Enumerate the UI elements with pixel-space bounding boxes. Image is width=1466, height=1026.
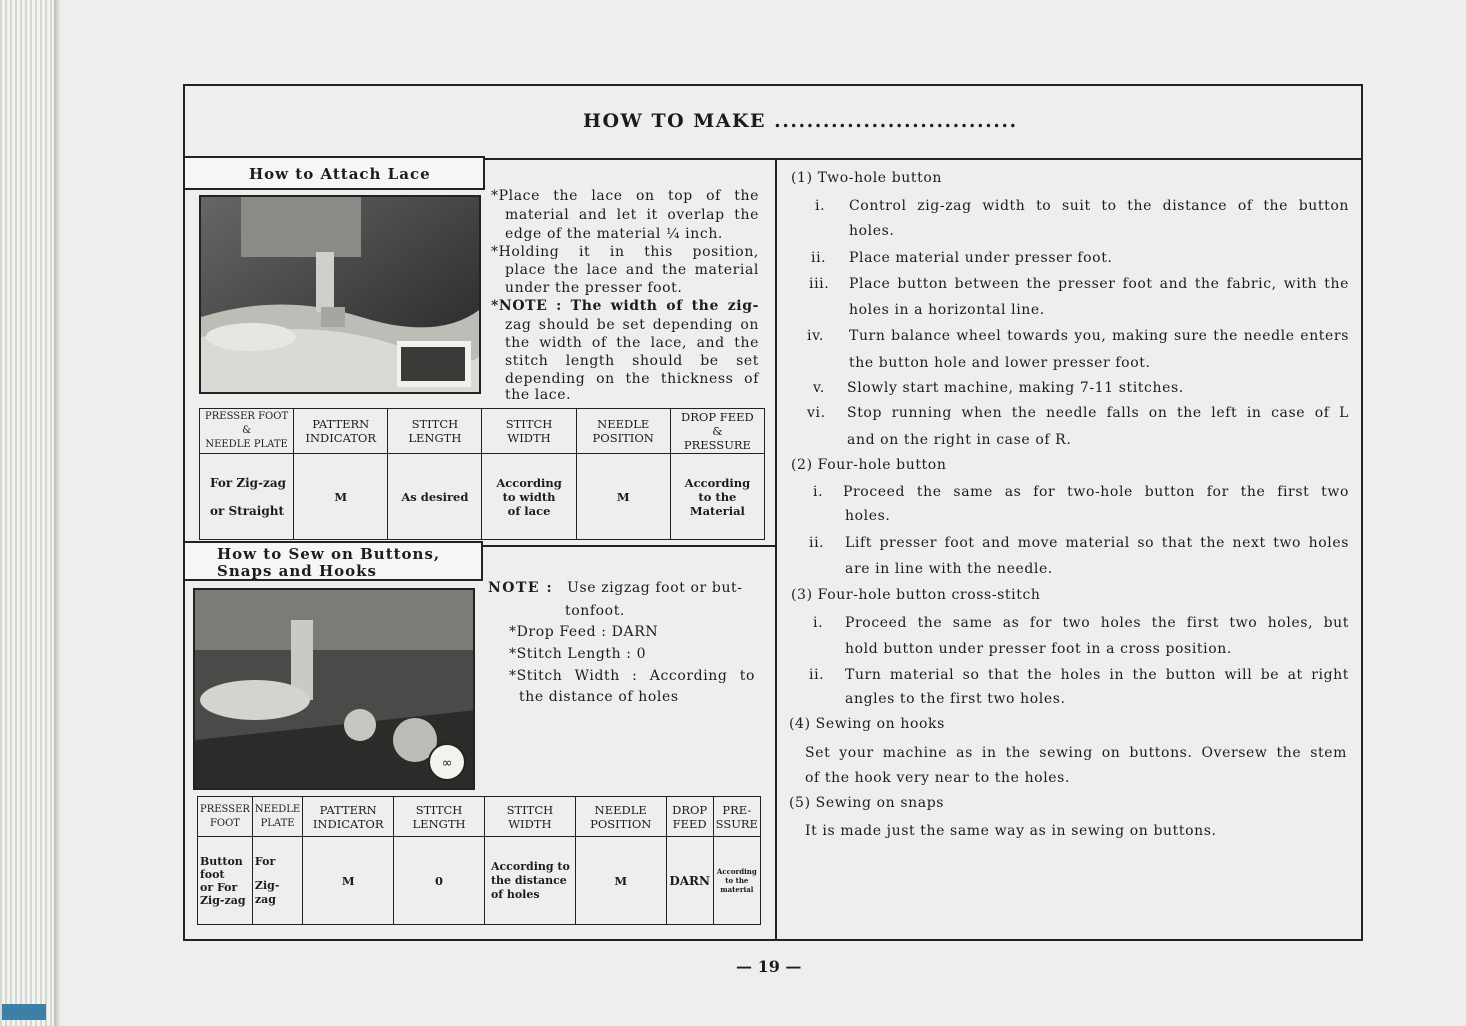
table-cell: 0 bbox=[394, 837, 485, 925]
column-divider bbox=[775, 158, 777, 939]
table-header: DROP FEED bbox=[666, 797, 713, 837]
page-title: HOW TO MAKE .............................. bbox=[583, 110, 1018, 132]
buttons-settings-table bbox=[197, 796, 761, 925]
table-cell: For Zig-zag or Straight bbox=[200, 454, 294, 540]
table-cell: M bbox=[576, 454, 670, 540]
lace-line: *NOTE : The width of the zig- bbox=[491, 298, 759, 314]
lace-line: under the presser foot. bbox=[505, 280, 683, 296]
step-text: Lift presser foot and move material so that the next two holes bbox=[845, 535, 1349, 551]
step-marker: ii. bbox=[811, 250, 827, 266]
step-text: Turn material so that the holes in the button will be at right bbox=[845, 667, 1349, 683]
step-marker: ii. bbox=[809, 667, 825, 683]
step-text: Proceed the same as for two holes the first two holes, but bbox=[845, 615, 1349, 631]
table-header: NEEDLE PLATE bbox=[252, 797, 302, 837]
step-text: Set your machine as in the sewing on buttons. Oversew the stem bbox=[805, 745, 1347, 761]
step-text: and on the right in case of R. bbox=[847, 432, 1072, 448]
table-header: PRESSER FOOT & NEEDLE PLATE bbox=[200, 409, 294, 454]
step-marker: i. bbox=[813, 615, 824, 631]
section-heading: (4) Sewing on hooks bbox=[789, 716, 945, 732]
svg-text:∞: ∞ bbox=[441, 756, 453, 771]
table-cell: DARN bbox=[666, 837, 713, 925]
table-header: PRE- SSURE bbox=[713, 797, 760, 837]
step-text: are in line with the needle. bbox=[845, 561, 1053, 577]
step-text: holes. bbox=[849, 223, 895, 239]
note-line: tonfoot. bbox=[565, 603, 625, 619]
lace-line: depending on the thickness of bbox=[505, 371, 759, 387]
buttons-item: *Stitch Length : 0 bbox=[509, 646, 647, 662]
step-text: Stop running when the needle falls on the left in case of L bbox=[847, 405, 1349, 421]
book-spine bbox=[0, 0, 54, 1026]
lace-line: the width of the lace, and the bbox=[505, 335, 759, 351]
table-cell: M bbox=[294, 454, 388, 540]
table-cell: M bbox=[303, 837, 394, 925]
lace-line: the lace. bbox=[505, 387, 572, 403]
lace-photo bbox=[199, 195, 481, 394]
buttons-item: *Stitch Width : According to bbox=[509, 668, 755, 684]
section-heading: (1) Two-hole button bbox=[791, 170, 942, 186]
buttons-heading: How to Sew on Buttons, bbox=[217, 545, 441, 563]
table-cell: As desired bbox=[388, 454, 482, 540]
page-edge bbox=[54, 0, 60, 1026]
step-marker: i. bbox=[813, 484, 824, 500]
lace-line: place the lace and the material bbox=[505, 262, 759, 278]
step-marker: ii. bbox=[809, 535, 825, 551]
title-bar bbox=[185, 86, 1361, 160]
table-cell: According to width of lace bbox=[482, 454, 576, 540]
step-text: Turn balance wheel towards you, making sure the needle enters bbox=[849, 328, 1349, 344]
lace-line: stitch length should be set bbox=[505, 353, 759, 369]
content-frame bbox=[183, 84, 1363, 941]
section-heading: (5) Sewing on snaps bbox=[789, 795, 945, 811]
lace-line: material and let it overlap the bbox=[505, 207, 759, 223]
step-marker: vi. bbox=[807, 405, 826, 421]
note-line: NOTE : Use zigzag foot or but- bbox=[488, 580, 743, 596]
step-text: the button hole and lower presser foot. bbox=[849, 355, 1151, 371]
section-heading: (2) Four-hole button bbox=[791, 457, 947, 473]
lace-settings-table bbox=[199, 408, 765, 540]
table-cell: According to the material bbox=[713, 837, 760, 925]
buttons-item: the distance of holes bbox=[519, 689, 679, 705]
step-text: It is made just the same way as in sewing on buttons. bbox=[805, 823, 1217, 839]
step-text: Place button between the presser foot and the fabric, with the bbox=[849, 276, 1349, 292]
step-text: Slowly start machine, making 7-11 stitches. bbox=[847, 380, 1184, 396]
lace-line: zag should be set depending on bbox=[505, 317, 759, 333]
table-cell: According to the distance of holes bbox=[484, 837, 575, 925]
step-text: Proceed the same as for two-hole button for the first two bbox=[843, 484, 1349, 500]
table-header: DROP FEED & PRESSURE bbox=[670, 409, 764, 454]
buttons-heading: Snaps and Hooks bbox=[217, 562, 377, 580]
table-header: PATTERN INDICATOR bbox=[294, 409, 388, 454]
table-header: STITCH WIDTH bbox=[484, 797, 575, 837]
table-cell: According to the Material bbox=[670, 454, 764, 540]
step-marker: v. bbox=[813, 380, 825, 396]
step-text: holes. bbox=[845, 508, 891, 524]
table-header: NEEDLE POSITION bbox=[576, 409, 670, 454]
buttons-item: *Drop Feed : DARN bbox=[509, 624, 659, 640]
step-text: Place material under presser foot. bbox=[849, 250, 1113, 266]
table-header: PRESSER FOOT bbox=[198, 797, 253, 837]
table-header: STITCH LENGTH bbox=[394, 797, 485, 837]
table-header: NEEDLE POSITION bbox=[575, 797, 666, 837]
lace-heading-box bbox=[183, 156, 485, 190]
table-header: STITCH LENGTH bbox=[388, 409, 482, 454]
bookmark-ribbon bbox=[2, 1004, 46, 1020]
step-marker: iii. bbox=[809, 276, 830, 292]
step-text: Control zig-zag width to suit to the distance of the button bbox=[849, 198, 1349, 214]
table-header: PATTERN INDICATOR bbox=[303, 797, 394, 837]
lace-heading: How to Attach Lace bbox=[249, 165, 431, 183]
table-header: STITCH WIDTH bbox=[482, 409, 576, 454]
lace-line: *Place the lace on top of the bbox=[491, 188, 759, 204]
page-number: — 19 — bbox=[736, 957, 802, 976]
table-cell: Button foot or For Zig-zag bbox=[198, 837, 253, 925]
table-cell: M bbox=[575, 837, 666, 925]
lace-line: *Holding it in this position, bbox=[491, 244, 759, 260]
buttons-photo bbox=[193, 588, 475, 790]
step-text: angles to the first two holes. bbox=[845, 691, 1066, 707]
step-marker: i. bbox=[815, 198, 826, 214]
lace-line: edge of the material ¼ inch. bbox=[505, 226, 723, 242]
step-marker: iv. bbox=[807, 328, 824, 344]
buttons-heading-box bbox=[183, 541, 483, 581]
step-text: holes in a horizontal line. bbox=[849, 302, 1045, 318]
step-text: hold button under presser foot in a cross position. bbox=[845, 641, 1232, 657]
step-text: of the hook very near to the holes. bbox=[805, 770, 1071, 786]
section-heading: (3) Four-hole button cross-stitch bbox=[791, 587, 1041, 603]
table-cell: For Zig-zag bbox=[252, 837, 302, 925]
